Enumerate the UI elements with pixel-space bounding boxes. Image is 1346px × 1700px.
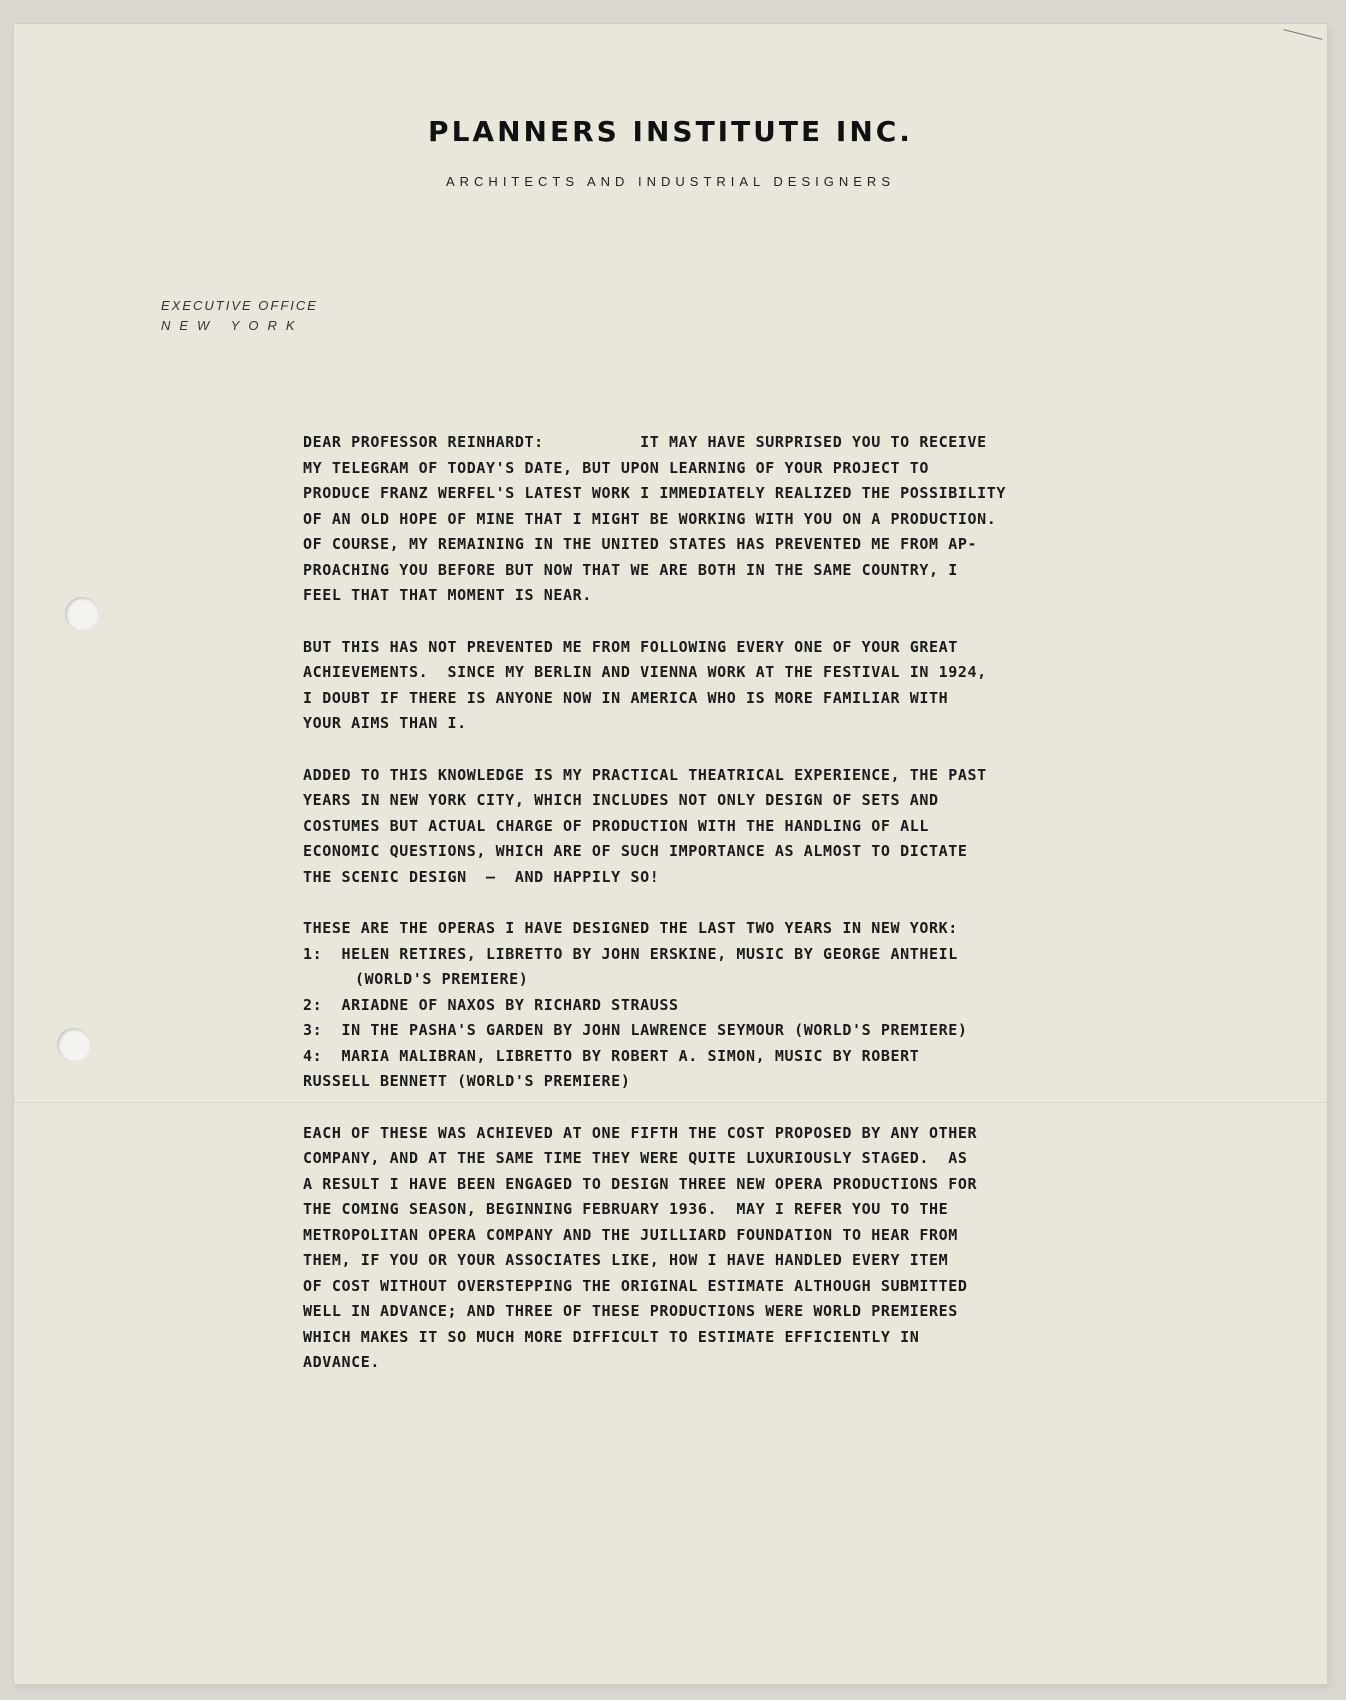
punch-hole-upper bbox=[65, 597, 99, 631]
text-line: ECONOMIC QUESTIONS, WHICH ARE OF SUCH IMPORTANCE AS ALMOST TO DICTATE bbox=[303, 842, 968, 860]
text-line: THE COMING SEASON, BEGINNING FEBRUARY 1936. MAY I REFER YOU TO THE bbox=[303, 1200, 949, 1218]
paragraph-1 bbox=[303, 430, 1263, 609]
text-line: DEAR PROFESSOR REINHARDT: IT MAY HAVE SURPRISED YOU TO RECEIVE bbox=[303, 433, 987, 451]
text-line: YOUR AIMS THAN I. bbox=[303, 714, 467, 732]
office-line-2: NEW YORK bbox=[161, 318, 304, 333]
text-line: I DOUBT IF THERE IS ANYONE NOW IN AMERICA WHO IS MORE FAMILIAR WITH bbox=[303, 688, 949, 707]
text-line: A RESULT I HAVE BEEN ENGAGED TO DESIGN THREE NEW OPERA PRODUCTIONS FOR bbox=[303, 1174, 978, 1193]
text-line: METROPOLITAN OPERA COMPANY AND THE JUILLIARD FOUNDATION TO HEAR FROM bbox=[303, 1225, 958, 1244]
paragraph-3 bbox=[303, 763, 1263, 891]
paragraph-5 bbox=[303, 1121, 1263, 1376]
list-item: 2: ARIADNE OF NAXOS BY RICHARD STRAUSS bbox=[303, 995, 679, 1014]
text-line: THE SCENIC DESIGN — AND HAPPILY SO! bbox=[303, 867, 660, 886]
text-line: OF COURSE, MY REMAINING IN THE UNITED STATES HAS PREVENTED ME FROM AP- bbox=[303, 535, 978, 553]
list-item-continuation: (WORLD'S PREMIERE) bbox=[355, 970, 529, 988]
letter-body bbox=[303, 430, 1263, 1376]
paragraph-2 bbox=[303, 635, 1263, 737]
text-line: FEEL THAT THAT MOMENT IS NEAR. bbox=[303, 586, 592, 604]
text-line: BUT THIS HAS NOT PREVENTED ME FROM FOLLOWING EVERY ONE OF YOUR GREAT bbox=[303, 637, 958, 656]
text-line: WHICH MAKES IT SO MUCH MORE DIFFICULT TO ESTIMATE EFFICIENTLY IN bbox=[303, 1327, 920, 1346]
letterhead-subtitle: ARCHITECTS AND INDUSTRIAL DESIGNERS bbox=[445, 174, 895, 189]
text-line: COMPANY, AND AT THE SAME TIME THEY WERE QUITE LUXURIOUSLY STAGED. AS bbox=[303, 1149, 968, 1167]
text-line: OF AN OLD HOPE OF MINE THAT I MIGHT BE WORKING WITH YOU ON A PRODUCTION. bbox=[303, 509, 997, 528]
text-line: PRODUCE FRANZ WERFEL'S LATEST WORK I IMMEDIATELY REALIZED THE POSSIBILITY bbox=[303, 484, 1007, 502]
list-intro: THESE ARE THE OPERAS I HAVE DESIGNED THE LAST TWO YEARS IN NEW YORK: bbox=[303, 919, 958, 937]
text-line: ADVANCE. bbox=[303, 1353, 381, 1371]
punch-hole-lower bbox=[57, 1028, 91, 1062]
list-item-continuation: RUSSELL BENNETT (WORLD'S PREMIERE) bbox=[303, 1072, 631, 1090]
office-line-1: EXECUTIVE OFFICE bbox=[161, 298, 318, 313]
text-line: ACHIEVEMENTS. SINCE MY BERLIN AND VIENNA WORK AT THE FESTIVAL IN 1924, bbox=[303, 663, 987, 681]
text-line: YEARS IN NEW YORK CITY, WHICH INCLUDES NOT ONLY DESIGN OF SETS AND bbox=[303, 791, 939, 809]
corner-mark bbox=[1283, 29, 1322, 40]
text-line: THEM, IF YOU OR YOUR ASSOCIATES LIKE, HOW I HAVE HANDLED EVERY ITEM bbox=[303, 1251, 949, 1269]
office-block bbox=[161, 296, 318, 336]
text-line: WELL IN ADVANCE; AND THREE OF THESE PRODUCTIONS WERE WORLD PREMIERES bbox=[303, 1302, 958, 1320]
text-line: ADDED TO THIS KNOWLEDGE IS MY PRACTICAL THEATRICAL EXPERIENCE, THE PAST bbox=[303, 765, 987, 784]
opera-list bbox=[303, 916, 1263, 1095]
text-line: COSTUMES BUT ACTUAL CHARGE OF PRODUCTION WITH THE HANDLING OF ALL bbox=[303, 816, 929, 835]
list-item: 4: MARIA MALIBRAN, LIBRETTO BY ROBERT A. SIMON, MUSIC BY ROBERT bbox=[303, 1046, 920, 1065]
list-item: 3: IN THE PASHA'S GARDEN BY JOHN LAWRENCE SEYMOUR (WORLD'S PREMIERE) bbox=[303, 1021, 968, 1039]
text-line: MY TELEGRAM OF TODAY'S DATE, BUT UPON LEARNING OF YOUR PROJECT TO bbox=[303, 458, 929, 477]
text-line: PROACHING YOU BEFORE BUT NOW THAT WE ARE BOTH IN THE SAME COUNTRY, I bbox=[303, 560, 958, 579]
list-item: 1: HELEN RETIRES, LIBRETTO BY JOHN ERSKINE, MUSIC BY GEORGE ANTHEIL bbox=[303, 944, 958, 963]
letterhead-title: PLANNERS INSTITUTE INC. bbox=[428, 115, 913, 148]
text-line: EACH OF THESE WAS ACHIEVED AT ONE FIFTH THE COST PROPOSED BY ANY OTHER bbox=[303, 1123, 978, 1142]
text-line: OF COST WITHOUT OVERSTEPPING THE ORIGINAL ESTIMATE ALTHOUGH SUBMITTED bbox=[303, 1276, 968, 1295]
